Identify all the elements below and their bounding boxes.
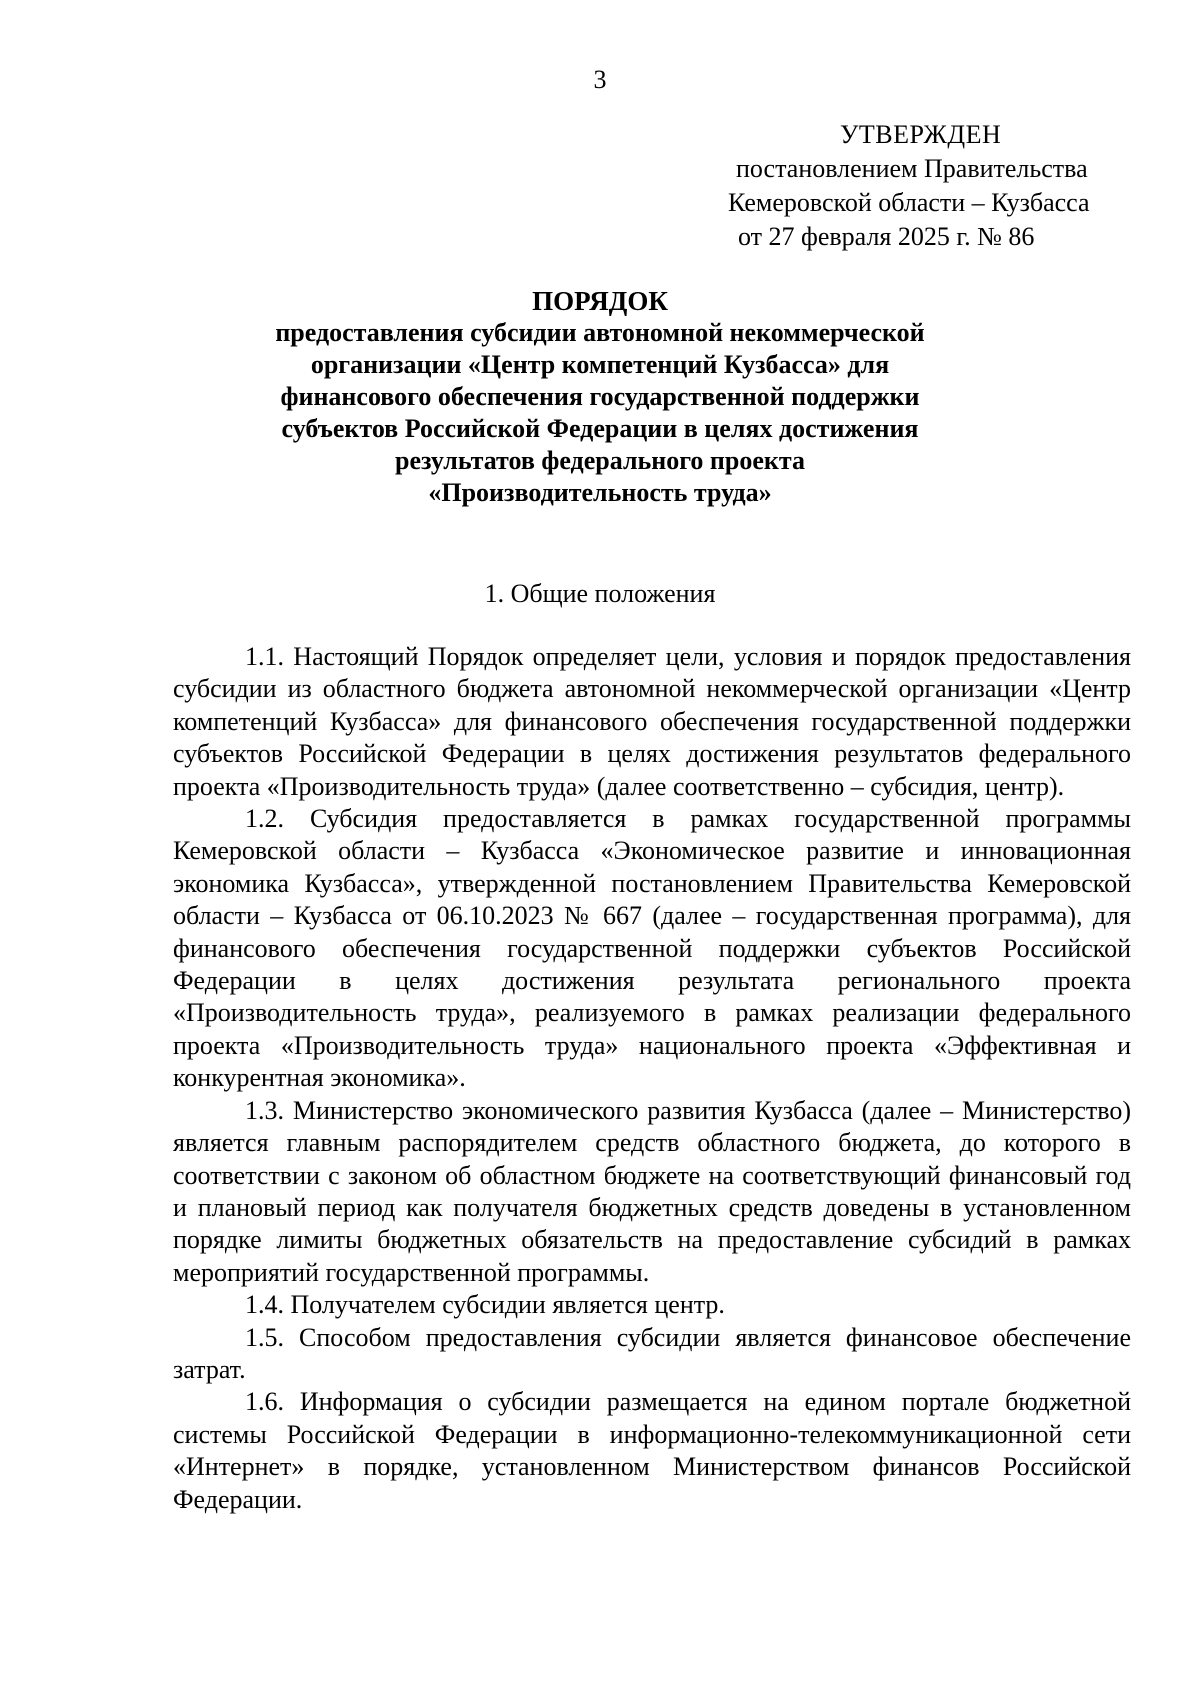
- document-title-line: «Производительность труда»: [428, 478, 772, 507]
- approval-line-region: Кемеровской области – Кузбасса: [728, 188, 1090, 217]
- document-title: [0, 285, 1200, 509]
- document-title-line: предоставления субсидии автономной некоммерческой: [275, 318, 925, 347]
- document-title-line: организации «Центр компетенций Кузбасса» для: [310, 350, 890, 379]
- approval-stamp: УТВЕРЖДЕН: [840, 120, 1002, 149]
- paragraph-1-3: 1.3. Министерство экономического развития Кузбасса (далее – Министерство) является главным распорядителем средств областного бюджета, до которого в соответствии с законом об областном бюджете на соответствующий финансовый год и плановый период как получателя бюджетных средств доведены в установленном порядке лимиты бюджетных обязательств на предоставление субсидий в рамках мероприятий государственной программы.: [173, 1095, 1131, 1287]
- paragraph-1-2: 1.2. Субсидия предоставляется в рамках государственной программы Кемеровской области – Кузбасса «Экономическое развитие и инновационная экономика Кузбасса», утвержденной постановлением Правительства Кемеровской области – Кузбасса от 06.10.2023 № 667 (далее – государственная программа), для финансового обеспечения государственной поддержки субъектов Российской Федерации в целях достижения результата регионального проекта «Производительность труда», реализуемого в рамках реализации федерального проекта «Производительность труда» национального проекта «Эффективная и конкурентная экономика».: [173, 804, 1131, 1093]
- approval-line-resolution: постановлением Правительства: [736, 154, 1088, 183]
- approval-line-date-number: от 27 февраля 2025 г. № 86: [738, 222, 1035, 251]
- approval-block: [728, 118, 1128, 254]
- document-title-line: результатов федерального проекта: [395, 446, 805, 475]
- document-title-heading: ПОРЯДОК: [532, 286, 668, 316]
- paragraph-1-4: 1.4. Получателем субсидии является центр.: [245, 1290, 725, 1320]
- section-heading: 1. Общие положения: [484, 579, 716, 608]
- document-title-line: субъектов Российской Федерации в целях достижения: [281, 414, 919, 443]
- document-title-line: финансового обеспечения государственной поддержки: [280, 382, 920, 411]
- paragraph-1-1: 1.1. Настоящий Порядок определяет цели, условия и порядок предоставления субсидии из областного бюджета автономной некоммерческой организации «Центр компетенций Кузбасса» для финансового обеспечения государственной поддержки субъектов Российской Федерации в целях достижения результатов федерального проекта «Производительность труда» (далее соответственно – субсидия, центр).: [173, 642, 1131, 801]
- paragraph-1-6: 1.6. Информация о субсидии размещается на едином портале бюджетной системы Российской Федерации в информационно-телекоммуникационной сети «Интернет» в порядке, установленном Министерством финансов Российской Федерации.: [173, 1387, 1131, 1514]
- document-body: [173, 641, 1131, 1516]
- page-number: 3: [593, 65, 607, 94]
- paragraph-1-5: 1.5. Способом предоставления субсидии является финансовое обеспечение затрат.: [173, 1322, 1131, 1384]
